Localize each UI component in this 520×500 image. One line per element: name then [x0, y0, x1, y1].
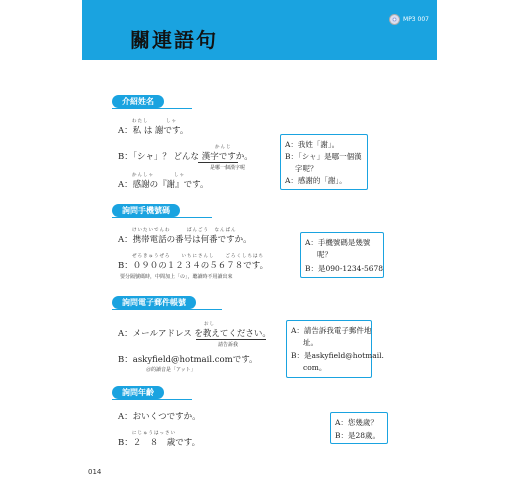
ruby: しゃ — [166, 119, 177, 124]
page-title: 關連語句 — [130, 28, 218, 52]
dialogue-line: B：０９０の１２３４の５６７８です。 — [118, 261, 269, 271]
gloss-note: 請告訴我 — [218, 342, 239, 348]
translation-line: com。 — [303, 363, 327, 372]
page-header — [82, 0, 437, 60]
underline — [198, 162, 238, 163]
gloss-note: ＠的讀音是「アット」 — [146, 367, 196, 373]
translation-line: A：我姓「謝」。 — [285, 140, 340, 149]
dialogue-line: A：メールアドレス を教えてください。 — [118, 329, 271, 339]
dialogue-line: A：おいくつですか。 — [118, 412, 201, 422]
translation-box — [286, 320, 384, 378]
section-title-introduce-name: 介紹姓名 — [112, 95, 164, 108]
translation-box — [300, 232, 384, 278]
dialogue-line: A：感謝の『謝』です。 — [118, 180, 209, 190]
ruby: おし — [204, 322, 215, 327]
section-underline — [112, 217, 212, 218]
translation-line: A：手機號碼是幾號 — [305, 238, 371, 247]
section-underline — [112, 399, 192, 400]
mp3-label: MP3 007 — [403, 16, 429, 23]
dialogue-line: B：２ ８ 歳です。 — [118, 438, 201, 448]
section-title-ask-phone: 詢問手機號碼 — [112, 204, 180, 217]
ruby: しゃ — [174, 173, 185, 178]
translation-box — [330, 412, 388, 444]
ruby: にじゅうはっさい — [132, 431, 176, 436]
section-underline — [112, 309, 222, 310]
translation-line: A：您幾歲？ — [335, 418, 378, 427]
underline — [196, 339, 266, 340]
dialogue-line: B：「シャ」？ どんな 漢字ですか。 — [118, 152, 253, 162]
dialogue-line: A：携帯電話の番号は何番ですか。 — [118, 235, 252, 245]
dialogue-line: B：askyfield@hotmail.comです。 — [118, 355, 258, 365]
translation-line: 址。 — [303, 338, 318, 347]
ruby: かんしゃ — [132, 173, 154, 178]
ruby: けいたいでんわ ばんごう なんばん — [132, 228, 237, 233]
gloss-note: 是哪一個漢字呢 — [210, 165, 246, 171]
dialogue-line: A：私 は 謝です。 — [118, 126, 189, 136]
page-number: 014 — [88, 468, 102, 476]
translation-line: B：是askyfield@hotmail. — [291, 351, 384, 360]
translation-line: A：請告訴我電子郵件地 — [291, 326, 372, 335]
translation-line: 呢？ — [317, 250, 332, 259]
ruby: ぜろきゅうぜろ いちにさんし ごろくしちはち — [132, 254, 264, 259]
translation-line: B：「シャ」是哪一個漢 — [285, 152, 362, 161]
cd-icon — [389, 14, 400, 25]
translation-line: B：是090-1234-5678 — [305, 264, 384, 273]
translation-box — [280, 134, 368, 190]
section-title-ask-email: 詢問電子郵件帳號 — [112, 296, 196, 309]
ruby: かんじ — [215, 145, 232, 150]
translation-line: 字呢？ — [295, 164, 318, 173]
gloss-note: 要分隔號碼時，中間加上「の」，聽讀時不用讀出來 — [120, 274, 233, 280]
translation-line: B：是28歲。 — [335, 431, 381, 440]
section-underline — [112, 108, 192, 109]
mp3-track-label[interactable] — [389, 14, 429, 25]
section-title-ask-age: 詢問年齡 — [112, 386, 164, 399]
translation-line: A：感謝的「謝」。 — [285, 176, 347, 185]
ruby: わたし — [132, 119, 149, 124]
